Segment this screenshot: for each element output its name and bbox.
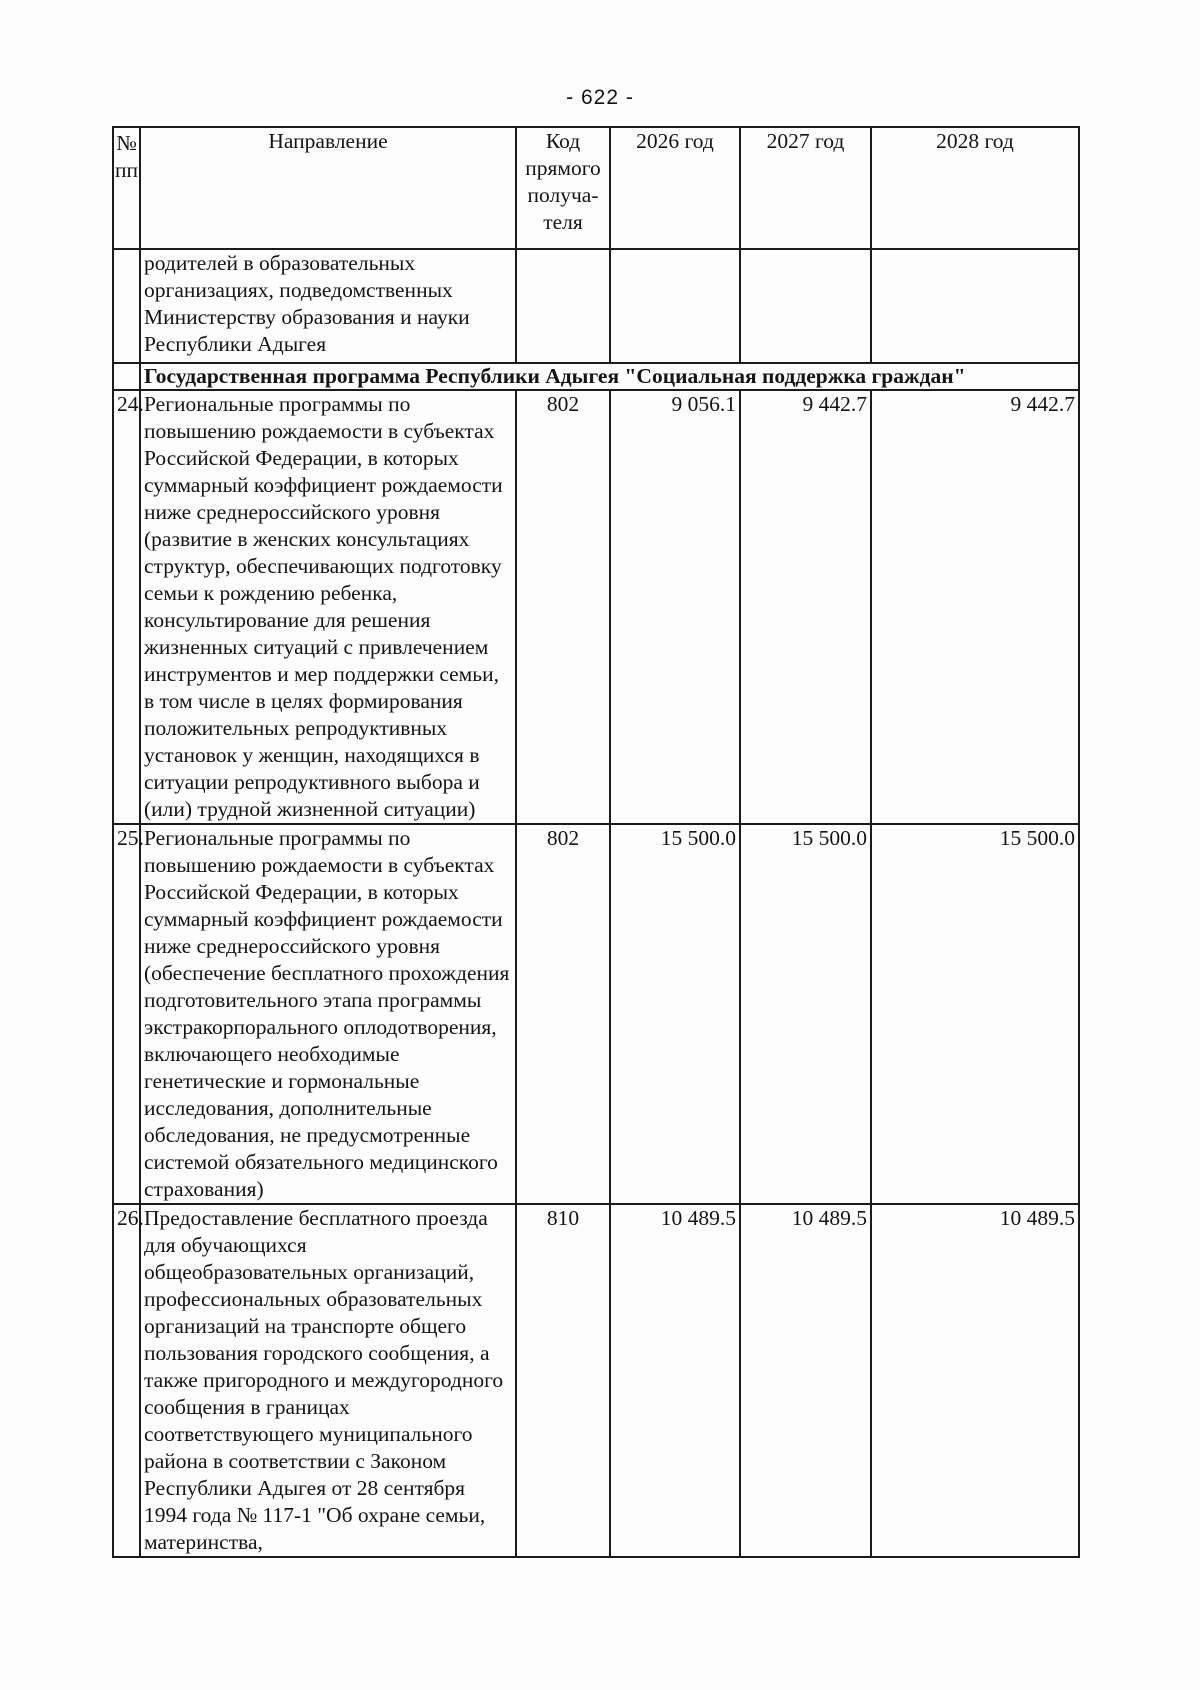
row-2028: 9 442.7 [871, 390, 1079, 824]
budget-table [112, 126, 1080, 1558]
cell-empty [871, 249, 1079, 363]
header-2026: 2026 год [610, 127, 740, 249]
header-row [113, 127, 1079, 249]
table-row [113, 390, 1079, 824]
program-title: Государственная программа Республики Адыгея "Социальная поддержка граждан" [140, 363, 1079, 390]
row-2026: 9 056.1 [610, 390, 740, 824]
cell-empty [610, 249, 740, 363]
header-direction: Направление [140, 127, 516, 249]
row-number: 25. [113, 824, 140, 1204]
table-row [113, 1204, 1079, 1557]
row-direction: Региональные программы по повышению рождаемости в субъектах Российской Федерации, в которых суммарный коэффициент рождаемости ниже среднероссийского уровня (развитие в женских консультациях структур, обеспечивающих подготовку семьи к рождению ребенка, консультирование для решения жизненных ситуаций с привлечением инструментов и мер поддержки семьи, в том числе в целях формирования положительных репродуктивных установок у женщин, находящихся в ситуации репродуктивного выбора и (или) трудной жизненной ситуации) [140, 390, 516, 824]
row-2028: 10 489.5 [871, 1204, 1079, 1557]
row-number: 24. [113, 390, 140, 824]
row-code: 802 [516, 824, 610, 1204]
table-row [113, 824, 1079, 1204]
row-direction: Региональные программы по повышению рождаемости в субъектах Российской Федерации, в которых суммарный коэффициент рождаемости ниже среднероссийского уровня (обеспечение бесплатного прохождения подготовительного этапа программы экстракорпорального оплодотворения, включающего необходимые генетические и гормональные исследования, дополнительные обследования, не предусмотренные системой обязательного медицинского страхования) [140, 824, 516, 1204]
cell-empty [740, 249, 871, 363]
program-row [113, 363, 1079, 390]
header-2028: 2028 год [871, 127, 1079, 249]
cell-empty [113, 249, 140, 363]
row-code: 802 [516, 390, 610, 824]
row-2026: 10 489.5 [610, 1204, 740, 1557]
row-direction: Предоставление бесплатного проезда для обучающихся общеобразовательных организаций, профессиональных образовательных организаций на транспорте общего пользования городского сообщения, а также пригородного и междугородного сообщения в границах соответствующего муниципального района в соответствии с Законом Республики Адыгея от 28 сентября 1994 года № 117-1 "Об охране семьи, материнства, [140, 1204, 516, 1557]
row-2027: 10 489.5 [740, 1204, 871, 1557]
header-num: № пп [113, 127, 140, 249]
cell-empty [516, 249, 610, 363]
row-2026: 15 500.0 [610, 824, 740, 1204]
row-code: 810 [516, 1204, 610, 1557]
continuation-text: родителей в образовательных организациях, подведомственных Министерству образования и науки Республики Адыгея [140, 249, 516, 363]
header-code: Код прямого получа-теля [516, 127, 610, 249]
row-number: 26. [113, 1204, 140, 1557]
row-2027: 9 442.7 [740, 390, 871, 824]
header-2027: 2027 год [740, 127, 871, 249]
page-number: - 622 - [566, 86, 634, 109]
cell-empty [113, 363, 140, 390]
continuation-row [113, 249, 1079, 363]
row-2027: 15 500.0 [740, 824, 871, 1204]
row-2028: 15 500.0 [871, 824, 1079, 1204]
